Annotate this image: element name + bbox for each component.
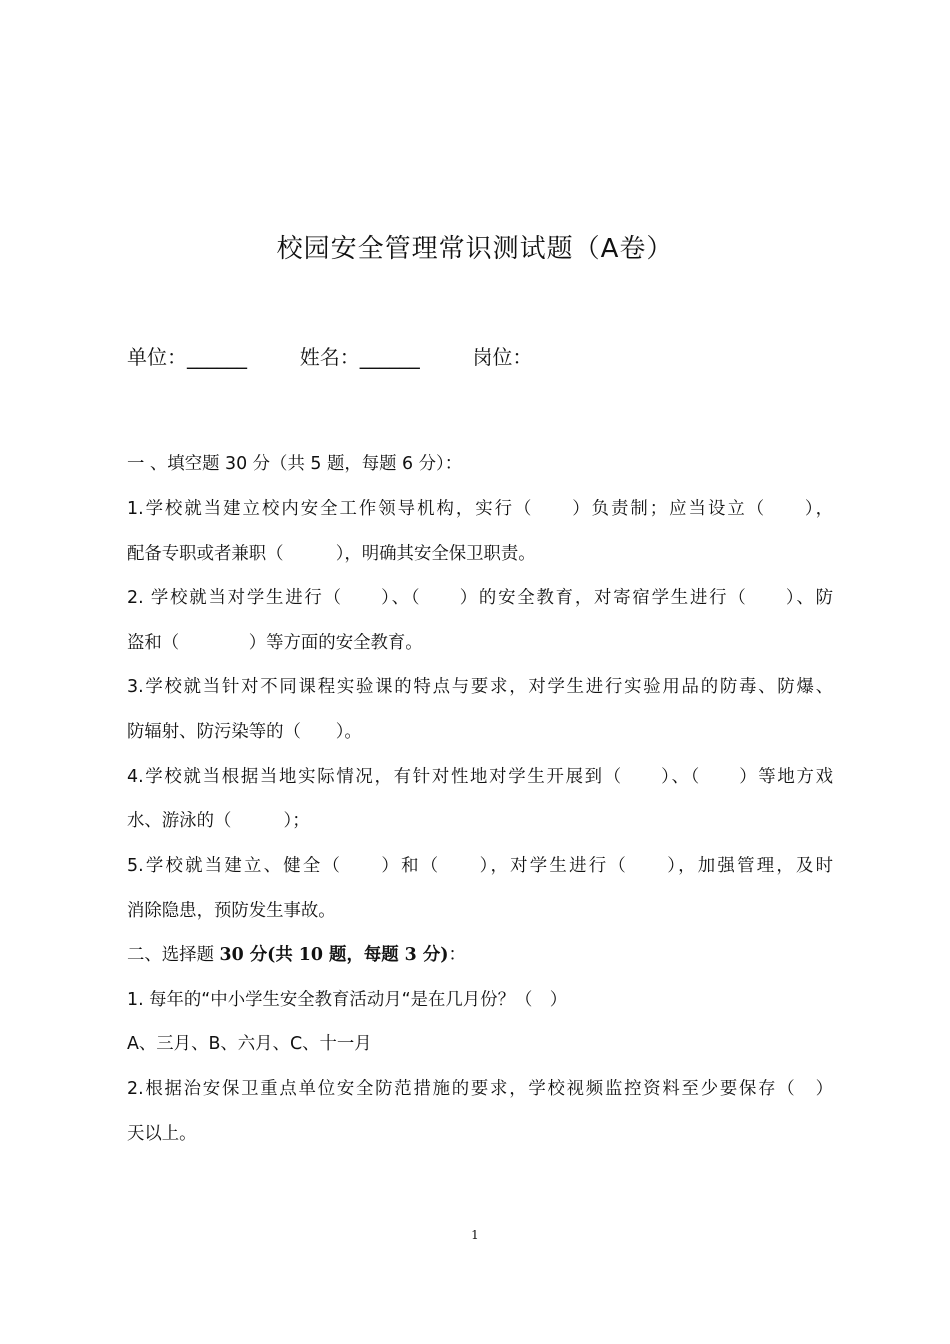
section2-heading	[127, 942, 833, 968]
question-line: 4.学校就当根据当地实际情况，有针对性地对学生开展到（ ）、（ ）等地方戏	[127, 767, 833, 787]
unit-field: 单位：______	[127, 345, 247, 369]
section2-heading-pre: 二、选择题	[127, 945, 220, 965]
answer-options: A、三月、B、六月、C、十一月	[127, 1034, 372, 1054]
section2-heading-post: ：	[448, 945, 466, 965]
name-field: 姓名：______	[299, 345, 420, 369]
question-line: 水、游泳的（ ）；	[127, 811, 310, 831]
question-line: 消除隐患，预防发生事故。	[127, 901, 336, 921]
post-field: 岗位：	[472, 345, 533, 369]
info-fields	[127, 341, 532, 370]
question-line: 防辐射、防污染等的（ ）。	[127, 722, 362, 742]
question-line: 2.根据治安保卫重点单位安全防范措施的要求，学校视频监控资料至少要保存（ ）	[127, 1079, 833, 1099]
question-line: 1. 每年的“中小学生安全教育活动月“是在几月份？（ ）	[127, 990, 568, 1010]
page-title: 校园安全管理常识测试题（A卷）	[276, 234, 674, 264]
question-line: 盗和（ ）等方面的安全教育。	[127, 633, 423, 653]
question-line: 配备专职或者兼职（ ），明确其安全保卫职责。	[127, 544, 536, 564]
question-line: 2. 学校就当对学生进行（ ）、（ ）的安全教育，对寄宿学生进行（ ）、防	[127, 588, 833, 608]
question-line: 5.学校就当建立、健全（ ）和（ ），对学生进行（ ），加强管理，及时	[127, 856, 833, 876]
question-line: 1.学校就当建立校内安全工作领导机构，实行（ ）负责制；应当设立（ ），	[127, 499, 833, 519]
page-number: 1	[471, 1228, 479, 1242]
section2-heading-bold: 30 分(共 10 题，每题 3 分)	[219, 945, 449, 965]
question-line: 3.学校就当针对不同课程实验课的特点与要求，对学生进行实验用品的防毒、防爆、	[127, 677, 833, 697]
section1-heading: 一 、填空题 30 分（共 5 题，每题 6 分）：	[127, 454, 463, 474]
question-line: 天以上。	[127, 1124, 197, 1144]
